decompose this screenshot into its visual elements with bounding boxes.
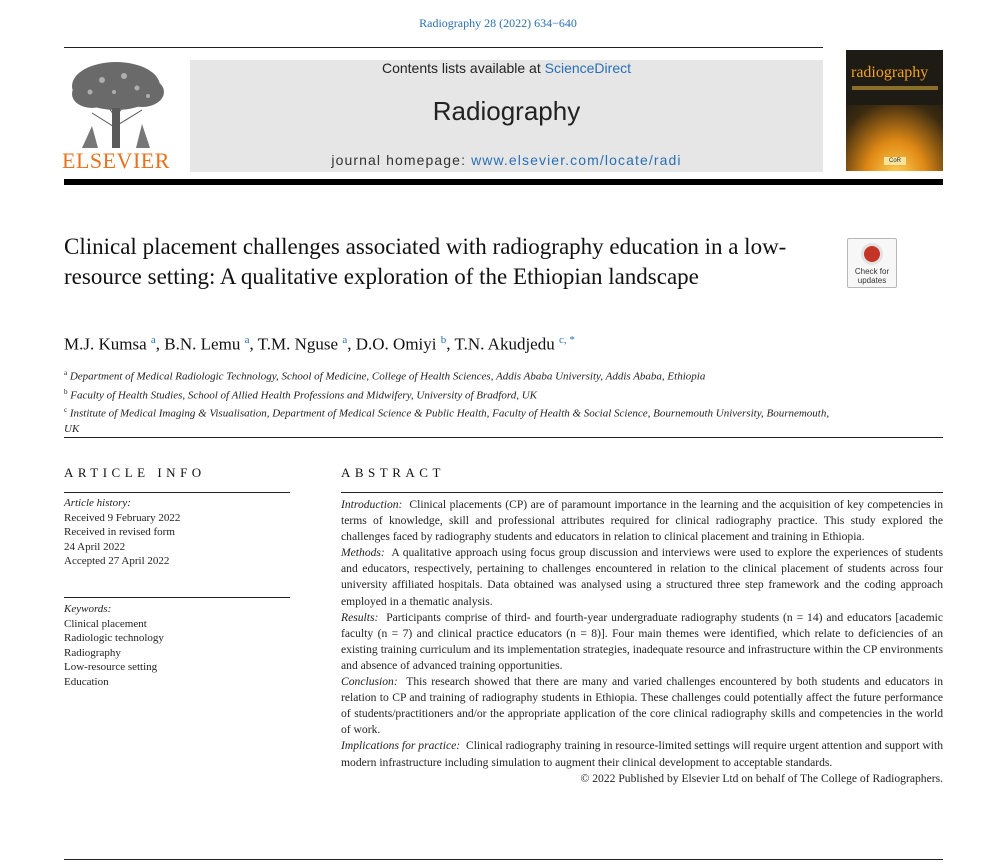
journal-title[interactable]: Radiography [432,96,581,126]
abstract-body [341,497,943,787]
author-name[interactable]: M.J. Kumsa [64,334,147,354]
article-history [64,496,290,569]
cover-title: radiography [851,64,929,81]
keyword: Education [64,675,109,688]
contents-prefix: Contents lists available at [381,60,545,76]
header-divider [64,179,943,185]
history-item: Accepted 27 April 2022 [64,555,170,567]
contents-line [190,60,823,76]
history-item: Received in revised form [64,526,175,538]
check-updates-icon [861,243,883,265]
sciencedirect-link[interactable]: ScienceDirect [544,60,631,76]
copyright-line: © 2022 Published by Elsevier Ltd on behalf of The College of Radiographers. [580,771,943,785]
homepage-link[interactable]: www.elsevier.com/locate/radi [471,152,682,168]
section-text: Clinical placements (CP) are of paramount importance in the learning and the acquisition of key competencies in terms of knowledge, skill and professional attributes required for clinical radiography practice. This study explored the challenges faced by radiography students and educators in relation to clinical placement and training in Ethiopia. [341,498,944,544]
section-text: This research showed that there are many and varied challenges encountered by both students and educators in relation to CP and training of radiography students in Ethiopia. These challenges could potentially affect the future performance of students/practitioners and/or the appropriate application of the core clinical radiography skills and competencies in the world of work. [341,675,943,737]
author-name[interactable]: T.N. Akudjedu [454,334,555,354]
history-label: Article history: [64,497,131,509]
journal-citation[interactable]: Radiography 28 (2022) 634−640 [419,16,577,30]
section-label: Introduction: [341,498,403,511]
cover-subtitle-bar [852,86,938,90]
elsevier-logo[interactable] [62,58,170,176]
journal-banner [190,60,823,172]
author-name[interactable]: T.M. Nguse [257,334,339,354]
history-item: 24 April 2022 [64,540,126,553]
affiliation: $^a$ Department of Medical Radiologic Technology, School of Medicine, College of Health Sciences, Addis Ababa University, Addis Ababa, Ethiopia [64,369,706,383]
article-title: Clinical placement challenges associated with radiography education in a low-resource setting: A qualitative exploration of the Ethiopian landscape [64,234,787,289]
author-affiliation-link[interactable]: b [440,334,447,346]
section-text: Participants comprise of third- and fourth-year undergraduate radiography students (n = 14) and educators [academic faculty (n = 7) and clinical practice educators (n = 8)]. Four main themes were identified, which relate to deficiencies of an existing training curriculum and its implementation strategies, inadequate resource and infrastructure within the CP environments and absence of advanced training opportunities. [341,610,944,672]
publisher-wordmark: ELSEVIER [62,148,170,173]
divider [64,47,823,48]
article-info-heading: ARTICLE INFO [64,465,206,480]
history-item: Received 9 February 2022 [64,511,181,524]
divider [64,437,943,438]
affiliations [64,366,834,437]
keyword: Radiography [64,646,121,659]
author-name[interactable]: D.O. Omiyi [355,334,437,354]
journal-cover-image[interactable] [846,50,943,171]
keyword: Clinical placement [64,617,147,630]
divider [341,492,943,493]
affiliation: $^b$ Faculty of Health Studies, School of Allied Health Professions and Midwifery, University of Bradford, UK [64,387,537,402]
section-label: Methods: [341,546,385,560]
abstract-section [341,545,943,609]
section-label: Implications for practice: [341,739,461,753]
author-list: M.J. Kumsa $^a$, B.N. Lemu $^a$, T.M. Nguse $^a$, D.O. Omiyi $^b$, T.N. Akudjedu $^{c, *}$ [64,334,575,354]
abstract-section [341,674,943,738]
section-text: Clinical radiography training in resource-limited settings will require urgent attention and support with modern infrastructure including simulation to augment their clinical development to acceptable standards. [341,739,944,769]
section-label: Results: [341,610,379,624]
cover-badge: CoR [884,157,906,165]
author-affiliation-link[interactable]: a [342,334,348,346]
abstract-section [341,738,943,770]
keyword: Radiologic technology [64,632,164,644]
section-label: Conclusion: [341,675,398,689]
abstract-section [341,610,943,674]
homepage-line [190,152,823,168]
author-affiliation-link[interactable]: c, * [558,334,575,346]
keywords-label: Keywords: [64,603,112,615]
elsevier-tree-icon [62,58,170,150]
author-name[interactable]: B.N. Lemu [164,334,241,354]
check-for-updates-button[interactable] [847,238,897,288]
affiliation: $^c$ Institute of Medical Imaging & Visualisation, Department of Medical Science & Public Health, Faculty of Health & Social Science, Bournemouth University, Bournemouth, UK [64,406,830,435]
keyword: Low-resource setting [64,661,158,673]
author-affiliation-link[interactable]: a [244,334,250,346]
section-text: A qualitative approach using focus group discussion and interviews were used to explore the experiences of students and educators, respectively, pertaining to challenges encountered in relation to the clinical placement of students across four university affiliated hospitals. Data obtained was analysed using a structured three step framework and the coding approach employed in a thematic analysis. [341,546,943,608]
author-affiliation-link[interactable]: a [150,334,156,346]
divider [64,492,290,493]
keywords [64,602,290,689]
homepage-prefix: journal homepage: [331,152,472,168]
abstract-heading: ABSTRACT [341,465,445,480]
abstract-section [341,497,943,545]
check-updates-label: Check for updates [854,267,890,285]
divider [64,597,290,598]
divider [64,859,943,860]
